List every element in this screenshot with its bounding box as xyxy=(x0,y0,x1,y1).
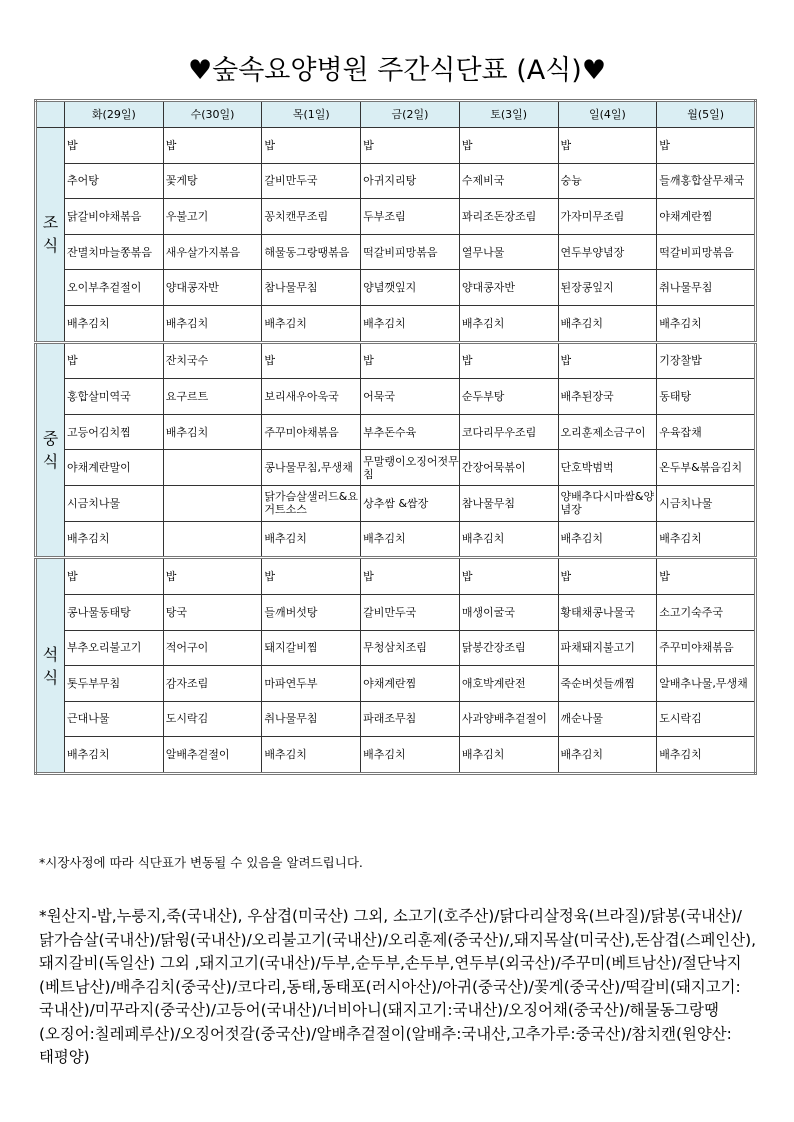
menu-cell: 배추김치 xyxy=(163,305,262,342)
menu-cell: 배추김치 xyxy=(361,305,460,342)
menu-cell: 배추김치 xyxy=(657,737,756,774)
menu-cell: 부추돈수육 xyxy=(361,414,460,450)
menu-cell: 밥 xyxy=(459,558,558,595)
menu-cell: 닭갈비야채볶음 xyxy=(65,199,164,235)
menu-cell: 밥 xyxy=(262,128,361,164)
menu-cell: 닭봉간장조림 xyxy=(459,630,558,666)
menu-cell: 무청삼치조림 xyxy=(361,630,460,666)
day-header: 토(3일) xyxy=(459,101,558,128)
day-header: 화(29일) xyxy=(65,101,164,128)
menu-cell: 꽁치캔무조림 xyxy=(262,199,361,235)
menu-cell: 밥 xyxy=(558,342,657,379)
menu-cell: 배추김치 xyxy=(558,737,657,774)
header-corner xyxy=(36,101,65,128)
menu-cell: 매생이굴국 xyxy=(459,594,558,630)
menu-cell: 상추쌈 &쌈장 xyxy=(361,486,460,522)
menu-cell: 배추김치 xyxy=(65,737,164,774)
menu-cell: 밥 xyxy=(459,342,558,379)
menu-cell: 홍합살미역국 xyxy=(65,379,164,415)
menu-cell: 깨순나물 xyxy=(558,701,657,737)
menu-cell: 해물동그랑땡볶음 xyxy=(262,234,361,270)
menu-row xyxy=(36,414,756,450)
menu-cell: 배추김치 xyxy=(262,737,361,774)
menu-cell: 닭가슴살샐러드&요거트소스 xyxy=(262,486,361,522)
menu-cell: 콩나물동태탕 xyxy=(65,594,164,630)
menu-cell: 간장어묵볶이 xyxy=(459,450,558,486)
menu-cell: 어묵국 xyxy=(361,379,460,415)
menu-cell xyxy=(163,521,262,558)
menu-cell: 오리훈제소금구이 xyxy=(558,414,657,450)
menu-cell: 가자미무조림 xyxy=(558,199,657,235)
menu-cell: 아귀지리탕 xyxy=(361,163,460,199)
menu-cell: 마파연두부 xyxy=(262,666,361,702)
menu-cell: 갈비만두국 xyxy=(361,594,460,630)
menu-cell: 양배추다시마쌈&양념장 xyxy=(558,486,657,522)
menu-cell: 도시락김 xyxy=(657,701,756,737)
menu-cell: 소고기숙주국 xyxy=(657,594,756,630)
menu-cell: 애호박계란전 xyxy=(459,666,558,702)
menu-cell: 우불고기 xyxy=(163,199,262,235)
menu-cell: 단호박범벅 xyxy=(558,450,657,486)
meal-label: 석 식 xyxy=(36,558,65,774)
menu-cell: 죽순버섯들깨찜 xyxy=(558,666,657,702)
menu-cell: 기장찰밥 xyxy=(657,342,756,379)
menu-cell: 배추김치 xyxy=(558,305,657,342)
menu-cell: 배추김치 xyxy=(657,521,756,558)
menu-cell: 동태탕 xyxy=(657,379,756,415)
menu-cell: 취나물무침 xyxy=(262,701,361,737)
menu-row xyxy=(36,701,756,737)
day-header: 목(1일) xyxy=(262,101,361,128)
menu-cell: 밥 xyxy=(65,128,164,164)
menu-row xyxy=(36,486,756,522)
menu-cell: 배추김치 xyxy=(459,521,558,558)
menu-cell: 근대나물 xyxy=(65,701,164,737)
menu-row xyxy=(36,270,756,306)
menu-cell: 온두부&볶음김치 xyxy=(657,450,756,486)
menu-cell: 연두부양념장 xyxy=(558,234,657,270)
menu-row xyxy=(36,666,756,702)
menu-cell: 보리새우아욱국 xyxy=(262,379,361,415)
menu-cell: 오이부추겉절이 xyxy=(65,270,164,306)
menu-cell: 밥 xyxy=(262,558,361,595)
menu-cell: 밥 xyxy=(361,128,460,164)
menu-cell: 우육잡채 xyxy=(657,414,756,450)
menu-cell: 갈비만두국 xyxy=(262,163,361,199)
menu-cell: 들깨버섯탕 xyxy=(262,594,361,630)
menu-cell: 밥 xyxy=(361,342,460,379)
menu-cell: 밥 xyxy=(361,558,460,595)
menu-cell: 취나물무침 xyxy=(657,270,756,306)
menu-body xyxy=(36,128,756,774)
menu-cell: 참나물무침 xyxy=(262,270,361,306)
menu-cell xyxy=(163,486,262,522)
menu-cell: 참나물무침 xyxy=(459,486,558,522)
menu-row xyxy=(36,558,756,595)
menu-row xyxy=(36,128,756,164)
menu-cell: 배추김치 xyxy=(657,305,756,342)
menu-cell xyxy=(163,450,262,486)
menu-cell: 적어구이 xyxy=(163,630,262,666)
menu-row xyxy=(36,342,756,379)
menu-cell: 시금치나물 xyxy=(657,486,756,522)
menu-row xyxy=(36,594,756,630)
menu-row xyxy=(36,737,756,774)
menu-cell: 열무나물 xyxy=(459,234,558,270)
menu-cell: 부추오리불고기 xyxy=(65,630,164,666)
menu-cell: 밥 xyxy=(163,558,262,595)
day-header: 금(2일) xyxy=(361,101,460,128)
menu-cell: 알배추겉절이 xyxy=(163,737,262,774)
menu-cell: 밥 xyxy=(558,558,657,595)
menu-row xyxy=(36,234,756,270)
menu-cell: 요구르트 xyxy=(163,379,262,415)
menu-cell: 밥 xyxy=(657,558,756,595)
menu-cell: 야채계란찜 xyxy=(657,199,756,235)
menu-cell: 시금치나물 xyxy=(65,486,164,522)
menu-row xyxy=(36,521,756,558)
menu-cell: 배추김치 xyxy=(65,521,164,558)
menu-cell: 밥 xyxy=(163,128,262,164)
menu-cell: 양대콩자반 xyxy=(163,270,262,306)
menu-cell: 파래조무침 xyxy=(361,701,460,737)
menu-cell: 고등어김치찜 xyxy=(65,414,164,450)
menu-cell: 밥 xyxy=(65,558,164,595)
menu-cell: 배추김치 xyxy=(459,737,558,774)
menu-cell: 새우살가지볶음 xyxy=(163,234,262,270)
menu-cell: 양대콩자반 xyxy=(459,270,558,306)
menu-cell: 배추김치 xyxy=(262,305,361,342)
day-header-row xyxy=(36,101,756,128)
menu-cell: 두부조림 xyxy=(361,199,460,235)
menu-row xyxy=(36,305,756,342)
menu-cell: 야채계란말이 xyxy=(65,450,164,486)
menu-cell: 밥 xyxy=(459,128,558,164)
menu-cell: 돼지갈비찜 xyxy=(262,630,361,666)
menu-row xyxy=(36,379,756,415)
menu-cell: 밥 xyxy=(262,342,361,379)
weekly-menu-table xyxy=(34,99,757,775)
menu-cell: 감자조림 xyxy=(163,666,262,702)
menu-cell: 밥 xyxy=(657,128,756,164)
menu-cell: 꽃게탕 xyxy=(163,163,262,199)
menu-cell: 순두부탕 xyxy=(459,379,558,415)
menu-cell: 배추김치 xyxy=(558,521,657,558)
menu-row xyxy=(36,163,756,199)
day-header: 일(4일) xyxy=(558,101,657,128)
menu-cell: 코다리무우조림 xyxy=(459,414,558,450)
meal-label: 조 식 xyxy=(36,128,65,343)
menu-row xyxy=(36,199,756,235)
menu-cell: 파채돼지불고기 xyxy=(558,630,657,666)
menu-cell: 야채계란찜 xyxy=(361,666,460,702)
menu-cell: 배추김치 xyxy=(361,737,460,774)
menu-cell: 꽈리조돈장조림 xyxy=(459,199,558,235)
menu-cell: 톳두부무침 xyxy=(65,666,164,702)
menu-cell: 떡갈비피망볶음 xyxy=(657,234,756,270)
menu-row xyxy=(36,450,756,486)
menu-cell: 밥 xyxy=(558,128,657,164)
menu-cell: 들깨홍합살무채국 xyxy=(657,163,756,199)
menu-cell: 된장콩잎지 xyxy=(558,270,657,306)
menu-cell: 추어탕 xyxy=(65,163,164,199)
menu-cell: 배추김치 xyxy=(262,521,361,558)
menu-cell: 주꾸미야채볶음 xyxy=(657,630,756,666)
menu-cell: 콩나물무침,무생채 xyxy=(262,450,361,486)
meal-label: 중 식 xyxy=(36,342,65,558)
origin-info: *원산지-밥,누룽지,죽(국내산), 우삼겹(미국산) 그외, 소고기(호주산)/닭다리살정육(브라질)/닭봉(국내산)/닭가슴살(국내산)/닭윙(국내산)/오리불고기(국내산)/오리훈제(중국산)/,돼지목살(미국산),돈삼겹(스페인산),돼지갈비(독일산) 그외 ,돼지고기(국내산)/두부,순두부,손두부,연두부(외국산)/주꾸미(베트남산)/절단낙지(베트남산)/배추김치(중국산)/코다리,동태,동태포(러시아산)/아귀(중국산)/꽃게(중국산)/떡갈비(돼지고기:국내산)/미꾸라지(중국산)/고등어(국내산)/너비아니(돼지고기:국내산)/오징어채(중국산)/해물동그랑땡(오징어:칠레페루산)/오징어젓갈(중국산)/알배추겉절이(알배추:국내산,고추가루:중국산)/참치캔(원양산:태평양) xyxy=(39,907,757,1066)
menu-cell: 떡갈비피망볶음 xyxy=(361,234,460,270)
menu-cell: 황태채콩나물국 xyxy=(558,594,657,630)
day-header: 수(30일) xyxy=(163,101,262,128)
menu-row xyxy=(36,630,756,666)
menu-cell: 사과양배추겉절이 xyxy=(459,701,558,737)
notice-text: *시장사정에 따라 식단표가 변동될 수 있음을 알려드립니다. xyxy=(39,855,363,870)
menu-cell: 무말랭이오징어젓무침 xyxy=(361,450,460,486)
menu-cell: 배추김치 xyxy=(459,305,558,342)
menu-cell: 배추김치 xyxy=(163,414,262,450)
menu-cell: 수제비국 xyxy=(459,163,558,199)
page-title: ♥숲속요양병원 주간식단표 (A식)♥ xyxy=(187,55,607,86)
menu-cell: 도시락김 xyxy=(163,701,262,737)
menu-cell: 잔멸치마늘쫑볶음 xyxy=(65,234,164,270)
menu-cell: 배추김치 xyxy=(65,305,164,342)
menu-cell: 밥 xyxy=(65,342,164,379)
menu-cell: 잔치국수 xyxy=(163,342,262,379)
day-header: 월(5일) xyxy=(657,101,756,128)
menu-cell: 양념깻잎지 xyxy=(361,270,460,306)
menu-cell: 탕국 xyxy=(163,594,262,630)
menu-cell: 배추된장국 xyxy=(558,379,657,415)
menu-cell: 알배추나물,무생채 xyxy=(657,666,756,702)
menu-cell: 주꾸미야채볶음 xyxy=(262,414,361,450)
menu-cell: 배추김치 xyxy=(361,521,460,558)
menu-cell: 숭늉 xyxy=(558,163,657,199)
